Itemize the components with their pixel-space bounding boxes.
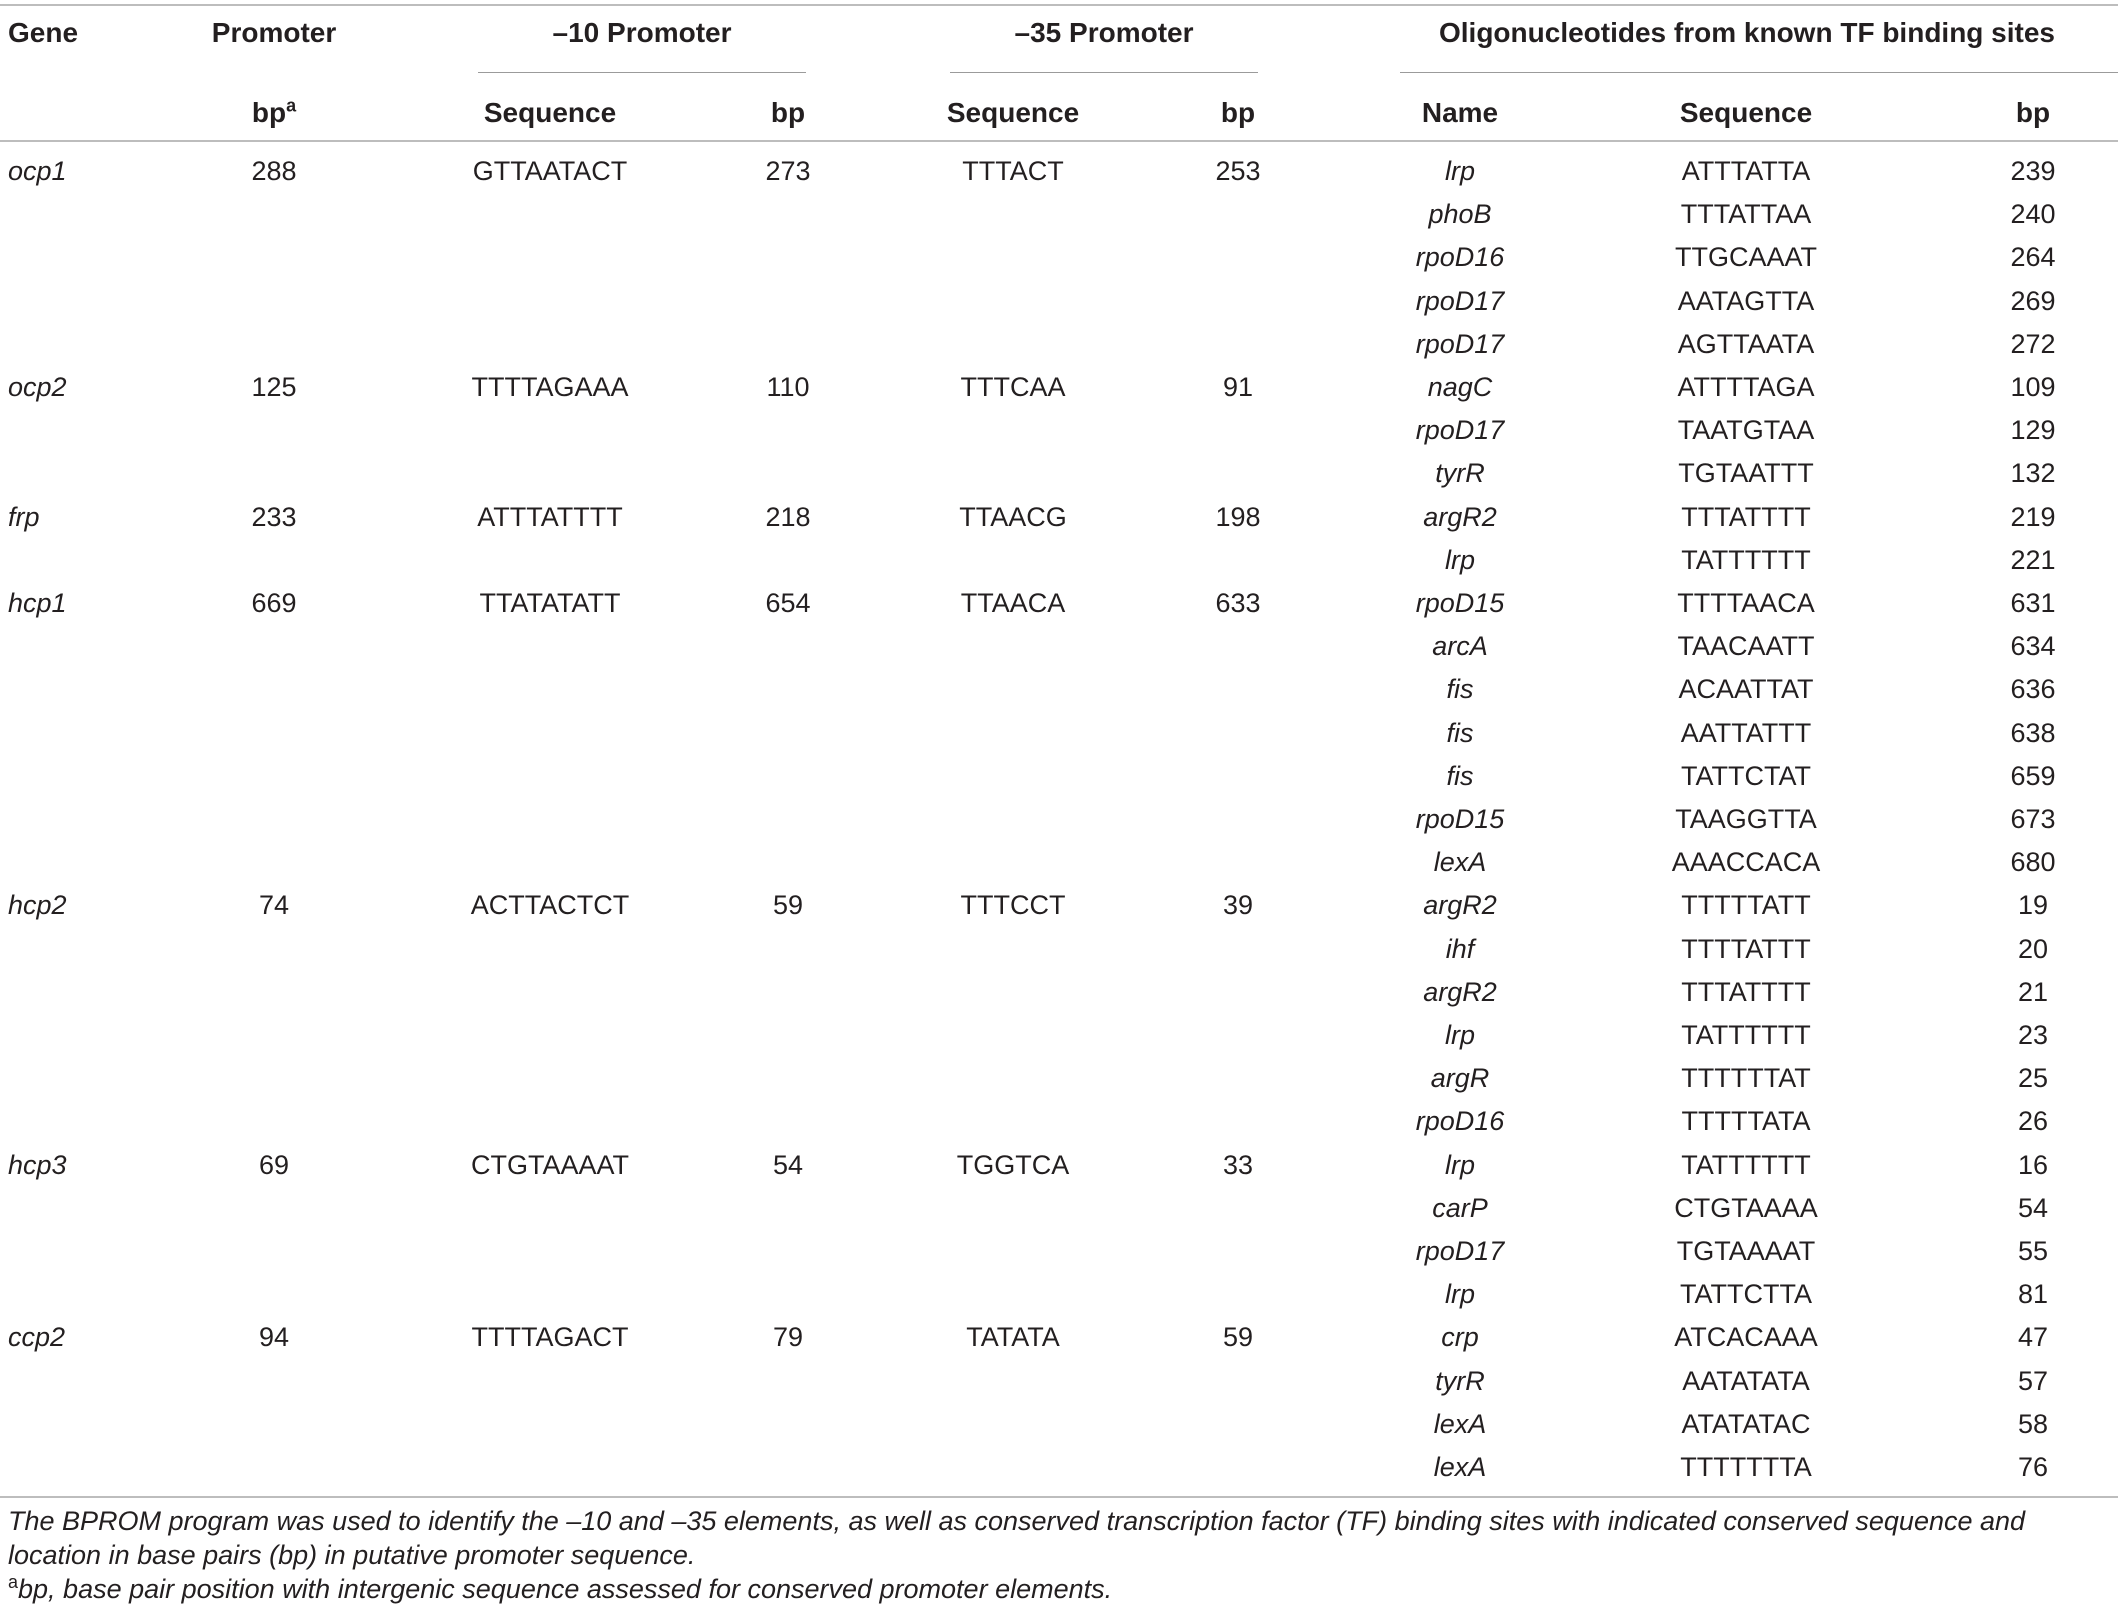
oligo-sequence: TATTTTTT: [1681, 544, 1811, 575]
minus10-bp: 654: [765, 588, 811, 618]
oligo-name: ihf: [1445, 933, 1475, 964]
oligo-name: lrp: [1444, 1279, 1476, 1310]
minus35-bp: 33: [1222, 1149, 1254, 1180]
promoter-bp: 125: [251, 372, 297, 402]
oligo-bp: 631: [2010, 588, 2056, 618]
oligo-bp: 58: [2017, 1408, 2049, 1439]
oligo-bp: 54: [2017, 1192, 2049, 1223]
oligo-bp: 129: [2010, 415, 2056, 446]
oligo-bp: 673: [2010, 804, 2056, 834]
oligo-name: rpoD17: [1415, 285, 1505, 316]
minus35-bp: 633: [1215, 588, 1261, 618]
minus10-sequence: GTTAATACT: [472, 156, 628, 186]
footnote-a-marker: a: [8, 1572, 19, 1592]
minus35-sequence: TATATA: [966, 1322, 1060, 1353]
oligo-sequence: TGTAAAAT: [1676, 1236, 1816, 1266]
oligo-bp: 636: [2010, 674, 2056, 705]
oligo-sequence: TATTCTTA: [1680, 1279, 1812, 1310]
minus10-bp: 273: [765, 156, 811, 186]
minus35-sequence: TGGTCA: [956, 1149, 1070, 1180]
minus10-bp: 59: [772, 890, 804, 921]
oligo-sequence: AATTATTT: [1680, 717, 1812, 748]
oligo-sequence: TTGCAAAT: [1674, 242, 1818, 273]
body-bottom-rule: [0, 1496, 2118, 1498]
oligo-sequence: AATATATA: [1682, 1365, 1810, 1396]
oligo-sequence: TTTTATTT: [1681, 933, 1811, 964]
oligo-sequence: ATTTATTA: [1681, 156, 1811, 186]
minus10-bp: 79: [772, 1322, 804, 1353]
oligo-name: lexA: [1433, 1408, 1487, 1439]
oligo-name: rpoD17: [1415, 415, 1505, 446]
minus10-sequence: TTATATATT: [479, 588, 621, 618]
oligo-sequence: TTTATTAA: [1680, 199, 1812, 230]
minus35-bp: 59: [1222, 1322, 1254, 1353]
oligo-name: rpoD17: [1415, 328, 1505, 359]
oligo-bp: 634: [2010, 631, 2056, 662]
gene-name: hcp2: [8, 890, 67, 921]
oligo-name: arcA: [1432, 631, 1488, 662]
oligo-bp: 221: [2010, 544, 2056, 575]
minus35-sequence: TTTCCT: [960, 890, 1066, 921]
footnote-a-text: bp, base pair position with intergenic sequence assessed for conserved promoter elements.: [18, 1574, 1113, 1604]
minus35-bp: 39: [1222, 890, 1254, 921]
oligo-sequence: TAATGTAA: [1677, 415, 1815, 446]
oligo-sequence: TATTTTTT: [1681, 1149, 1811, 1180]
minus35-sequence: TTAACA: [960, 588, 1066, 618]
oligo-name: rpoD16: [1415, 242, 1505, 273]
minus10-group-rule: [478, 72, 806, 73]
header-gene: Gene: [8, 17, 79, 48]
oligo-name: tyrR: [1435, 458, 1485, 489]
oligo-sequence: TTTTAACA: [1677, 588, 1815, 618]
oligo-sequence: TATTCTAT: [1681, 760, 1811, 791]
header-oligo-name: Name: [1421, 97, 1499, 128]
header-promoter-bp: [252, 96, 296, 130]
oligo-name: lrp: [1444, 544, 1476, 575]
oligo-sequence: ATATATAC: [1681, 1408, 1811, 1439]
oligo-bp: 239: [2010, 156, 2056, 186]
header-minus35-bp: bp: [1220, 97, 1256, 128]
minus10-sequence: TTTTAGACT: [471, 1322, 629, 1353]
oligo-name: argR2: [1423, 976, 1497, 1007]
oligo-bp: 269: [2010, 285, 2056, 316]
oligo-name: argR: [1430, 1063, 1490, 1094]
oligo-bp: 132: [2010, 458, 2056, 489]
oligo-bp: 659: [2010, 760, 2056, 791]
oligo-bp: 16: [2017, 1149, 2049, 1180]
header-minus35-sequence: Sequence: [946, 97, 1080, 128]
oligo-bp: 272: [2010, 328, 2056, 359]
oligo-bp: 57: [2017, 1365, 2049, 1396]
oligo-name: fis: [1446, 717, 1474, 748]
table-top-rule: [0, 4, 2118, 6]
oligo-name: lrp: [1444, 1149, 1476, 1180]
oligo-bp: 219: [2010, 501, 2056, 532]
promoter-bp: 233: [251, 501, 297, 532]
minus10-bp: 218: [765, 501, 811, 532]
oligo-bp: 55: [2017, 1236, 2049, 1266]
gene-name: ocp1: [8, 156, 67, 186]
header-bottom-rule: [0, 140, 2118, 142]
oligo-sequence: AATAGTTA: [1677, 285, 1815, 316]
oligo-name: argR2: [1423, 890, 1497, 921]
oligo-name: fis: [1446, 674, 1474, 705]
promoter-bp: 669: [251, 588, 297, 618]
minus10-bp: 54: [772, 1149, 804, 1180]
minus10-sequence: ATTTATTTT: [477, 501, 623, 532]
oligo-sequence: TTTATTTT: [1681, 501, 1811, 532]
oligo-bp: 20: [2017, 933, 2049, 964]
header-minus10-sequence: Sequence: [483, 97, 617, 128]
oligo-sequence: TATTTTTT: [1681, 1020, 1811, 1050]
oligo-bp: 638: [2010, 717, 2056, 748]
promoter-bp: 288: [251, 156, 297, 186]
oligo-name: lexA: [1433, 1452, 1487, 1482]
header-minus35: –35 Promoter: [1014, 17, 1194, 48]
minus35-bp: 198: [1215, 501, 1261, 532]
gene-name: hcp1: [8, 588, 67, 618]
footnote-main: The BPROM program was used to identify the –10 and –35 elements, as well as conserved transcription factor (TF) binding sites with indicated conserved sequence and location in base pairs (bp) in putative promoter sequence.: [8, 1506, 2026, 1570]
gene-name: ocp2: [8, 372, 67, 402]
oligo-sequence: AAACCACA: [1671, 847, 1821, 878]
header-oligo-sequence: Sequence: [1679, 97, 1813, 128]
oligo-name: nagC: [1427, 372, 1493, 402]
oligo-bp: 21: [2017, 976, 2049, 1007]
oligo-sequence: TTTTTATA: [1681, 1106, 1811, 1137]
gene-name: frp: [8, 501, 40, 532]
oligo-sequence: TGTAATTT: [1678, 458, 1814, 489]
header-minus10-bp: bp: [770, 97, 806, 128]
minus35-bp: 91: [1222, 372, 1254, 402]
oligo-bp: 19: [2017, 890, 2049, 921]
oligo-bp: 47: [2017, 1322, 2049, 1353]
oligo-bp: 76: [2017, 1452, 2049, 1482]
header-oligonucleotides: Oligonucleotides from known TF binding sites: [1438, 17, 2056, 48]
oligo-name: lexA: [1433, 847, 1487, 878]
oligo-name: lrp: [1444, 156, 1476, 186]
oligo-name: tyrR: [1435, 1365, 1485, 1396]
oligo-sequence: TTTTTATT: [1681, 890, 1811, 921]
oligo-name: argR2: [1423, 501, 1497, 532]
gene-name: ccp2: [8, 1322, 66, 1353]
minus10-sequence: ACTTACTCT: [470, 890, 630, 921]
minus35-sequence: TTTCAA: [960, 372, 1066, 402]
minus35-bp: 253: [1215, 156, 1261, 186]
oligo-bp: 23: [2017, 1020, 2049, 1050]
oligo-sequence: TTTTTTAT: [1681, 1063, 1811, 1094]
minus10-sequence: TTTTAGAAA: [471, 372, 629, 402]
oligo-name: phoB: [1428, 199, 1492, 230]
oligo-sequence: TAACAATT: [1677, 631, 1815, 662]
oligo-bp: 25: [2017, 1063, 2049, 1094]
oligo-name: rpoD15: [1415, 804, 1505, 834]
gene-name: hcp3: [8, 1149, 67, 1180]
minus35-group-rule: [950, 72, 1258, 73]
header-oligo-bp: bp: [2015, 97, 2051, 128]
oligo-name: crp: [1441, 1322, 1479, 1353]
footnote-marker-a: a: [286, 95, 297, 116]
oligo-sequence: AGTTAATA: [1677, 328, 1815, 359]
oligo-bp: 81: [2017, 1279, 2049, 1310]
oligo-name: carP: [1432, 1192, 1488, 1223]
oligo-sequence: ATCACAAA: [1674, 1322, 1818, 1353]
minus35-sequence: TTAACG: [959, 501, 1067, 532]
promoter-bp: 94: [258, 1322, 290, 1353]
minus10-bp: 110: [766, 372, 810, 402]
minus35-sequence: TTTACT: [962, 156, 1064, 186]
oligo-name: rpoD17: [1415, 1236, 1505, 1266]
oligo-sequence: ACAATTAT: [1678, 674, 1814, 705]
oligo-name: rpoD16: [1415, 1106, 1505, 1137]
oligo-sequence: CTGTAAAA: [1674, 1192, 1818, 1223]
oligo-sequence: ATTTTAGA: [1677, 372, 1815, 402]
header-minus10: –10 Promoter: [552, 17, 732, 48]
oligo-name: fis: [1446, 760, 1474, 791]
oligo-bp: 109: [2010, 372, 2056, 402]
promoter-bp: 69: [258, 1149, 290, 1180]
header-promoter: Promoter: [211, 17, 337, 48]
oligo-bp: 26: [2017, 1106, 2049, 1137]
oligo-sequence: TTTATTTT: [1681, 976, 1811, 1007]
oligo-name: rpoD15: [1415, 588, 1505, 618]
oligo-name: lrp: [1444, 1020, 1476, 1050]
oligo-bp: 264: [2010, 242, 2056, 273]
promoter-bp: 74: [258, 890, 290, 921]
oligo-group-rule: [1400, 72, 2118, 73]
oligo-sequence: TTTTTTTA: [1680, 1452, 1812, 1482]
oligo-sequence: TAAGGTTA: [1675, 804, 1817, 834]
oligo-bp: 240: [2010, 199, 2056, 230]
oligo-bp: 680: [2010, 847, 2056, 878]
footnote-a: [8, 1572, 1112, 1606]
header-promoter-bp-label: bp: [251, 97, 287, 128]
minus10-sequence: CTGTAAAAT: [470, 1149, 630, 1180]
